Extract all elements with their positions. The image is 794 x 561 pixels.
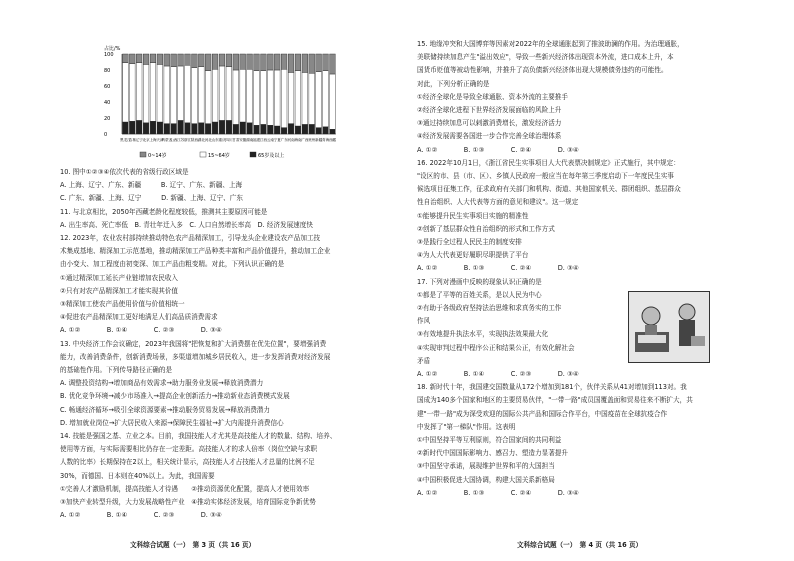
bar-segment (185, 123, 191, 134)
bar-segment (254, 54, 260, 71)
text-line: 11. 与北京相比，2050年西藏老龄化程度较低，推测其主要原因可能是 (60, 207, 268, 216)
bar-segment (267, 125, 273, 134)
text-line: ④为人大代表更好履职尽职提供了平台 (417, 251, 529, 260)
text-line: ③中国坚守承诺，展现维护世界和平的大国担当 (417, 462, 555, 471)
text-line: 中发挥了"第一梯队"作用。这表明 (417, 422, 516, 431)
bar-segment (171, 67, 177, 124)
category-label: 上海 (149, 138, 157, 142)
bar-segment (226, 67, 232, 121)
bar-segment (233, 124, 239, 134)
text-line: 13. 中央经济工作会议确定，2023年我国将"把恢复和扩大消费摆在优先位置"，要增强消费 (60, 339, 327, 348)
category-label: 广西 (301, 138, 309, 142)
bar-segment (295, 71, 301, 126)
bar-segment (316, 128, 322, 134)
bar-segment (150, 63, 156, 121)
text-line: 矛盾 (417, 356, 431, 365)
text-line: ③加快产业转型升级，大力发展战略性产业 ④推动实体经济发展，培育国际竞争新优势 (60, 498, 316, 506)
bar-segment (274, 126, 280, 134)
category-label: 北京 (142, 138, 150, 142)
category-label: 山西 (170, 138, 178, 142)
text-line: 14. 技能是强国之基、立业之本。目前，我国技能人才尤其是高技能人才的数量、结构、培养、 (60, 432, 337, 440)
bar-segment (205, 54, 211, 71)
text-line: 由小变大、加工程度由初变深、加工产品由粗变精。对此，下列认识正确的是 (60, 260, 285, 269)
bar-segment (192, 68, 198, 124)
bar-segment (274, 70, 280, 126)
bar-segment (157, 54, 163, 64)
category-label: 西藏 (328, 138, 337, 142)
bar-segment (219, 54, 225, 66)
bar-segment (123, 63, 129, 122)
bar-segment (212, 69, 218, 122)
text-line: A. ①② B. ①④ C. ②③ D. ③④ (417, 370, 579, 378)
bar-segment (261, 124, 267, 134)
text-line: 建"一带一路"成为深受欢迎的国际公共产品和国际合作平台，中国疫苗在全球抗疫合作 (417, 409, 668, 418)
category-label: 湖南 (246, 138, 254, 142)
text-line: ③有效地提升执法水平，实现执法效果最大化 (417, 330, 549, 339)
text-line: 能力，改善消费条件，创新消费场景，多渠道增加城乡居民收入，进一步发挥消费对经济发展 (60, 352, 331, 361)
bar-segment (288, 54, 294, 72)
bar-segment (129, 64, 135, 122)
bar-segment (205, 124, 211, 134)
bar-segment (281, 69, 287, 127)
text-line: A. 上海、辽宁、广东、新疆 B. 辽宁、广东、新疆、上海 (60, 181, 243, 190)
text-line: 17. 下列对漫画中反映的现象认识正确的是 (417, 277, 542, 286)
text-line: ①通过精深加工延长产业链增加农民收入 (60, 273, 179, 282)
category-label: 宁夏 (273, 138, 281, 142)
text-line: 候选项目征集工作，征求政府有关部门和机构、街道、其他国家机关、群团组织、基层群众 (417, 185, 681, 194)
text-line: ②有助于各级政府坚持法治思维和求真务实的工作 (417, 304, 562, 312)
category-label: 重庆 (218, 138, 226, 142)
y-tick-label: 20 (104, 116, 111, 122)
bar-segment (316, 72, 322, 128)
bar-segment (192, 124, 198, 134)
text-line: A. ①② B. ①④ C. ②③ D. ③④ (60, 511, 222, 520)
text-line: B. 优化竞争环境→减少市场准入→提高企业创新活力→推动新业态消费模式发展 (60, 392, 290, 401)
text-line: A. ①② B. ①③ C. ②④ D. ③④ (417, 145, 579, 154)
category-label: 青海 (322, 138, 330, 142)
text-line: 15. 地缘冲突和大国博弈等因素对2022年的全球通胀起到了推波助澜的作用。为治理通胀， (417, 40, 684, 48)
bar-segment (219, 66, 225, 120)
text-line: ①经济全球化是导致全球通胀、资本外流的主要推手 (417, 92, 568, 101)
bar-segment (219, 120, 225, 134)
bar-segment (136, 63, 142, 121)
bar-segment (178, 54, 184, 66)
category-label: 四川 (225, 138, 233, 142)
text-line: ②经济全球化进程下世界经济发展面临的风险上升 (417, 106, 562, 114)
bar-segment (164, 54, 170, 66)
bar-segment (178, 66, 184, 120)
bar-segment (281, 54, 287, 69)
bar-segment (274, 54, 280, 70)
text-line: ④促进农产品精深加工更好地满足人们高品质消费需求 (60, 313, 218, 322)
category-label: 陕西 (190, 138, 199, 142)
category-label: 安徽 (239, 138, 247, 142)
bar-segment (123, 54, 129, 63)
y-tick-label: 100 (104, 52, 114, 58)
y-tick-label: 0 (104, 132, 108, 138)
category-label: 甘肃 (232, 138, 240, 142)
category-label: 吉林 (128, 138, 136, 142)
category-label: 河北 (204, 138, 212, 142)
bar-segment (143, 54, 149, 64)
text-line: ①中国坚持平等互利原则，符合国家间的共同利益 (417, 436, 562, 444)
bar-segment (267, 54, 273, 70)
bar-segment (198, 123, 204, 134)
text-line: 18. 新时代十年，我国建交国数量从172个增加到181个，伙伴关系从41对增加到113对。我 (417, 383, 687, 392)
legend-label: 15~64岁 (208, 153, 230, 159)
bar-segment (143, 123, 149, 134)
bar-segment (157, 122, 163, 134)
category-label: 福建 (253, 138, 261, 142)
bar-segment (136, 54, 142, 63)
right-footer: 文科综合试题（一） 第 4 页（共 16 页） (517, 541, 643, 549)
text-line: ③通过持续加息可以刺激消费增长，激发经济活力 (417, 119, 562, 128)
category-label: 天津 (156, 138, 164, 142)
text-line: A. ①② B. ①④ C. ②③ D. ③④ (60, 326, 222, 335)
bar-segment (198, 67, 204, 123)
bar-segment (254, 71, 260, 125)
text-line: 美联储持续加息产生"溢出效应"，导致一些新兴经济体出现资本外流，进口成本上升，本 (417, 53, 674, 62)
text-line: A. ①② B. ①③ C. ②④ D. ③④ (417, 264, 579, 273)
category-label: 黑龙江 (120, 138, 131, 142)
text-line: ④实现审判过程中程序公正和结果公正，有效化解社会 (417, 343, 575, 352)
bar-segment (316, 54, 322, 72)
bar-segment (295, 54, 301, 71)
age-structure-chart (100, 42, 350, 162)
text-line: "设区的市、县（市、区）、乡镇人民政府一般应当在每年第三季度启动下一年度民生实事 (417, 172, 674, 180)
bar-segment (281, 128, 287, 134)
bar-segment (226, 54, 232, 67)
y-tick-label: 60 (104, 84, 111, 90)
category-label: 广东 (280, 138, 288, 142)
category-label: 江苏 (177, 138, 185, 142)
bar-segment (212, 54, 218, 69)
category-label: 海南 (294, 138, 302, 142)
text-line: A. ①② B. ①③ C. ②④ D. ③④ (417, 488, 579, 497)
bar-segment (171, 124, 177, 134)
category-label: 山东 (211, 138, 219, 142)
bar-segment (164, 66, 170, 124)
bar-segment (302, 72, 308, 124)
bar-segment (267, 70, 273, 125)
category-label: 云南 (266, 138, 275, 142)
cartoon-image (628, 291, 710, 363)
bar-segment (240, 122, 246, 134)
y-tick-label: 40 (104, 100, 111, 106)
bar-segment (261, 71, 267, 125)
bar-segment (136, 120, 142, 134)
bar-segment (150, 54, 156, 63)
bar-segment (240, 54, 246, 69)
bar-segment (123, 122, 129, 134)
right-page (397, 0, 794, 561)
text-line: ①都是了平等的百姓关系，是以人民为中心 (417, 290, 542, 299)
bar-segment (226, 120, 232, 134)
text-line: 作风 (417, 317, 431, 326)
text-line: 12. 2023年，农业农村部持续推动特色农产品精深加工，引导龙头企业建设农产品加工技 (60, 234, 321, 242)
bar-segment (302, 54, 308, 72)
bar-segment (233, 54, 239, 70)
text-line: 对此，下列分析正确的是 (417, 79, 490, 88)
text-line: ②新时代中国国际影响力、感召力、塑造力显著提升 (417, 449, 568, 458)
bar-segment (254, 125, 260, 134)
bar-segment (323, 127, 329, 134)
bar-segment (205, 71, 211, 124)
bar-segment (295, 126, 301, 134)
text-line: 国货币贬值等被动性影响，并推升了高负债新兴经济体出现大规模债务违约的可能性。 (417, 66, 668, 75)
bar-segment (261, 54, 267, 71)
text-line: ②创新了基层群众性自治组织的形式和工作方式 (417, 224, 555, 233)
text-line: 性自治组织、人大代表等方面的意见和建议"。这一规定 (417, 198, 579, 207)
category-label: 贵州 (308, 138, 316, 142)
bar-segment (309, 124, 315, 134)
bar-segment (330, 129, 336, 134)
category-label: 新疆 (315, 138, 323, 142)
text-line: ③精深加工使农产品使用价值与价值相统一 (60, 300, 185, 308)
text-line: ①能够提升民生实事项目实施的精准性 (417, 211, 529, 220)
text-line: 的基础性作用。下列传导路径正确的是 (60, 366, 173, 374)
bar-segment (129, 54, 135, 64)
bar-segment (171, 54, 177, 67)
text-line: 国成为140多个国家和地区的主要贸易伙伴，"一带一路"成员国覆盖面和贸易往来不断扩大，共 (417, 396, 693, 405)
text-line: ③是践行全过程人民民主的制度安排 (417, 238, 522, 246)
bar-segment (143, 64, 149, 122)
bar-segment (150, 121, 156, 134)
bar-segment (309, 73, 315, 124)
text-line: 使用等方面，与实际需要相比仍存在一定差距。高技能人才的求人倍率（岗位空缺与求职 (60, 445, 318, 454)
bar-segment (302, 124, 308, 134)
bar-segment (178, 120, 184, 134)
bar-segment (323, 71, 329, 127)
bar-segment (212, 122, 218, 134)
legend-swatch (250, 152, 256, 157)
legend-swatch (200, 152, 206, 157)
bar-segment (192, 54, 198, 68)
bar-segment (198, 54, 204, 67)
legend-label: 0~14岁 (148, 153, 167, 159)
text-line: ④中国积极促进大国协调，构建大国关系新格局 (417, 475, 555, 484)
text-line: 10. 图中①②③④依次代表的省级行政区域是 (60, 168, 189, 176)
y-tick-label: 80 (104, 68, 111, 74)
text-line: A. 出生率高、死亡率低 B. 青壮年迁入多 C. 人口自然增长率高 D. 经济发展速度快 (60, 220, 313, 229)
bar-segment (240, 69, 246, 122)
text-line: C. 广东、新疆、上海、辽宁 D. 新疆、上海、辽宁、广东 (60, 194, 243, 203)
category-label: 内蒙古 (161, 138, 173, 142)
text-line: 人数的比率）长期保持在2以上，相关统计显示，高技能人才占技能人才总量的比例不足 (60, 458, 315, 467)
bar-segment (330, 74, 336, 129)
legend-label: 65岁及以上 (258, 153, 285, 159)
left-footer: 文科综合试题（一） 第 3 页（共 16 页） (130, 541, 256, 549)
text-line: D. 增加就业岗位→扩大居民收入来源→保障民生福祉→扩大内需提升消费信心 (60, 418, 284, 427)
bar-segment (247, 69, 253, 123)
bar-segment (129, 121, 135, 134)
bar-segment (185, 65, 191, 123)
bar-segment (330, 54, 336, 74)
category-label: 江西 (259, 138, 268, 142)
bar-segment (323, 54, 329, 71)
bar-segment (164, 124, 170, 134)
legend-swatch (140, 152, 146, 157)
text-line: C. 畅通经济循环→吸引全球资源要素→推动服务贸易发展→释放消费潜力 (60, 405, 270, 414)
y-axis-label: 占比/% (104, 46, 121, 52)
bar-segment (247, 123, 253, 134)
text-line: A. 调整投资结构→增加商品有效需求→助力服务业发展→释放消费潜力 (60, 379, 264, 388)
bar-segment (288, 124, 294, 134)
bar-segment (185, 54, 191, 65)
text-line: 16. 2022年10月1日，《浙江省民生实事项目人大代表票决制规定》正式施行，其中规定： (417, 158, 680, 167)
text-line: 30%，而德国、日本则在40%以上。为此，我国需要 (60, 471, 215, 480)
category-label: 辽宁 (135, 138, 143, 142)
bar-segment (157, 64, 163, 122)
category-label: 河南 (287, 138, 295, 142)
text-line: 术集成基地、精深加工示范基地，推动精深加工产品种类丰富和产品价值提升，推动加工企业 (60, 247, 331, 256)
text-line: ②只有对农产品精深加工才能实现其价值 (60, 286, 179, 295)
bar-segment (288, 72, 294, 123)
bar-segment (309, 54, 315, 73)
text-line: ①完善人才激励机制，提高技能人才待遇 ②推动资源优化配置，提高人才使用效率 (60, 484, 310, 493)
bar-segment (247, 54, 253, 69)
text-line: ④经济发展需要各国进一步合作完善全球治理体系 (417, 132, 562, 141)
category-label: 湖北 (197, 138, 205, 142)
bar-segment (233, 70, 239, 124)
category-label: 浙江 (183, 138, 192, 142)
